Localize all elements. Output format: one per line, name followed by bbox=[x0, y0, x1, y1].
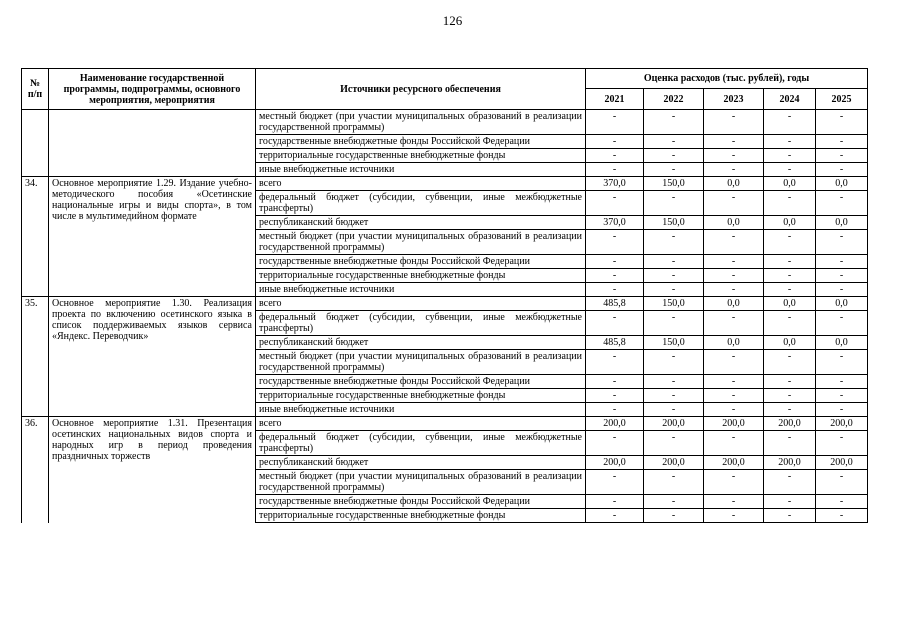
value-cell: - bbox=[816, 350, 868, 375]
value-cell: - bbox=[764, 163, 816, 177]
value-cell: 200,0 bbox=[764, 417, 816, 431]
name-cell bbox=[49, 110, 256, 177]
value-cell: - bbox=[764, 350, 816, 375]
value-cell: - bbox=[816, 311, 868, 336]
source-cell: иные внебюджетные источники bbox=[256, 283, 586, 297]
value-cell: - bbox=[586, 495, 644, 509]
value-cell: - bbox=[586, 283, 644, 297]
value-cell: - bbox=[816, 230, 868, 255]
value-cell: - bbox=[816, 509, 868, 523]
value-cell: 485,8 bbox=[586, 297, 644, 311]
value-cell: - bbox=[816, 110, 868, 135]
source-cell: всего bbox=[256, 297, 586, 311]
activity-number: 35. bbox=[22, 297, 49, 417]
value-cell: - bbox=[816, 403, 868, 417]
value-cell: 0,0 bbox=[764, 297, 816, 311]
value-cell: - bbox=[764, 110, 816, 135]
source-cell: федеральный бюджет (субсидии, субвенции, иные межбюджетные трансферты) bbox=[256, 431, 586, 456]
value-cell: - bbox=[704, 255, 764, 269]
value-cell: 0,0 bbox=[704, 336, 764, 350]
value-cell: 0,0 bbox=[816, 216, 868, 230]
value-cell: - bbox=[644, 255, 704, 269]
header-year: 2021 bbox=[586, 89, 644, 110]
value-cell: - bbox=[704, 403, 764, 417]
value-cell: - bbox=[586, 110, 644, 135]
value-cell: - bbox=[816, 431, 868, 456]
value-cell: 0,0 bbox=[704, 177, 764, 191]
source-cell: всего bbox=[256, 177, 586, 191]
value-cell: - bbox=[586, 135, 644, 149]
value-cell: 0,0 bbox=[816, 297, 868, 311]
value-cell: 200,0 bbox=[644, 417, 704, 431]
activity-name: Основное мероприятие 1.31. Презентация осетинских национальных видов спорта и народных игр в период проведения праздничных торжеств bbox=[49, 417, 256, 523]
header-name: Наименование государственной программы, подпрограммы, основного мероприятия, мероприятия bbox=[49, 69, 256, 110]
source-cell: иные внебюджетные источники bbox=[256, 163, 586, 177]
value-cell: - bbox=[644, 389, 704, 403]
value-cell: - bbox=[816, 470, 868, 495]
value-cell: 200,0 bbox=[816, 417, 868, 431]
header-year: 2022 bbox=[644, 89, 704, 110]
value-cell: - bbox=[704, 269, 764, 283]
table-row bbox=[22, 417, 868, 431]
activity-number: 34. bbox=[22, 177, 49, 297]
value-cell: - bbox=[816, 389, 868, 403]
value-cell: - bbox=[764, 431, 816, 456]
header-sources: Источники ресурсного обеспечения bbox=[256, 69, 586, 110]
value-cell: - bbox=[586, 375, 644, 389]
page-number: 126 bbox=[442, 13, 463, 28]
value-cell: - bbox=[764, 269, 816, 283]
header-year: 2023 bbox=[704, 89, 764, 110]
header-num: № п/п bbox=[22, 69, 49, 110]
source-cell: государственные внебюджетные фонды Российской Федерации bbox=[256, 135, 586, 149]
value-cell: - bbox=[764, 509, 816, 523]
source-cell: федеральный бюджет (субсидии, субвенции, иные межбюджетные трансферты) bbox=[256, 311, 586, 336]
value-cell: - bbox=[816, 191, 868, 216]
num-cell bbox=[22, 110, 49, 177]
value-cell: - bbox=[586, 163, 644, 177]
value-cell: - bbox=[764, 495, 816, 509]
value-cell: 370,0 bbox=[586, 216, 644, 230]
value-cell: - bbox=[644, 403, 704, 417]
value-cell: - bbox=[586, 149, 644, 163]
value-cell: - bbox=[586, 403, 644, 417]
value-cell: - bbox=[704, 311, 764, 336]
value-cell: - bbox=[816, 255, 868, 269]
value-cell: - bbox=[704, 375, 764, 389]
header-year: 2025 bbox=[816, 89, 868, 110]
value-cell: 0,0 bbox=[816, 336, 868, 350]
value-cell: 200,0 bbox=[816, 456, 868, 470]
value-cell: - bbox=[586, 255, 644, 269]
value-cell: - bbox=[704, 230, 764, 255]
value-cell: - bbox=[704, 509, 764, 523]
value-cell: - bbox=[644, 191, 704, 216]
value-cell: - bbox=[704, 149, 764, 163]
value-cell: - bbox=[586, 350, 644, 375]
value-cell: 200,0 bbox=[704, 456, 764, 470]
value-cell: - bbox=[704, 135, 764, 149]
value-cell: - bbox=[644, 163, 704, 177]
value-cell: - bbox=[704, 163, 764, 177]
source-cell: республиканский бюджет bbox=[256, 456, 586, 470]
value-cell: - bbox=[764, 470, 816, 495]
source-cell: республиканский бюджет bbox=[256, 336, 586, 350]
value-cell: - bbox=[644, 283, 704, 297]
value-cell: 370,0 bbox=[586, 177, 644, 191]
value-cell: 150,0 bbox=[644, 216, 704, 230]
table-body bbox=[22, 110, 868, 523]
value-cell: - bbox=[764, 255, 816, 269]
value-cell: - bbox=[644, 269, 704, 283]
value-cell: 200,0 bbox=[586, 417, 644, 431]
value-cell: - bbox=[816, 283, 868, 297]
source-cell: местный бюджет (при участии муниципальных образований в реализации государственной программы) bbox=[256, 230, 586, 255]
value-cell: - bbox=[644, 350, 704, 375]
source-cell: местный бюджет (при участии муниципальных образований в реализации государственной программы) bbox=[256, 110, 586, 135]
value-cell: - bbox=[704, 389, 764, 403]
value-cell: - bbox=[816, 135, 868, 149]
table-row bbox=[22, 110, 868, 135]
value-cell: - bbox=[704, 470, 764, 495]
value-cell: - bbox=[816, 495, 868, 509]
value-cell: - bbox=[704, 431, 764, 456]
activity-name: Основное мероприятие 1.30. Реализация проекта по включению осетинского языка в список поддерживаемых языков сервиса «Яндекс. Переводчик» bbox=[49, 297, 256, 417]
value-cell: 200,0 bbox=[644, 456, 704, 470]
value-cell: - bbox=[764, 311, 816, 336]
value-cell: - bbox=[816, 149, 868, 163]
value-cell: - bbox=[586, 431, 644, 456]
source-cell: государственные внебюджетные фонды Российской Федерации bbox=[256, 495, 586, 509]
table-row bbox=[22, 177, 868, 191]
value-cell: - bbox=[704, 495, 764, 509]
value-cell: - bbox=[764, 403, 816, 417]
value-cell: - bbox=[586, 389, 644, 403]
value-cell: - bbox=[644, 431, 704, 456]
value-cell: - bbox=[644, 470, 704, 495]
value-cell: - bbox=[644, 230, 704, 255]
value-cell: - bbox=[586, 230, 644, 255]
value-cell: - bbox=[644, 311, 704, 336]
value-cell: 150,0 bbox=[644, 297, 704, 311]
value-cell: - bbox=[816, 163, 868, 177]
value-cell: 200,0 bbox=[586, 456, 644, 470]
value-cell: 485,8 bbox=[586, 336, 644, 350]
value-cell: 200,0 bbox=[704, 417, 764, 431]
activity-name: Основное мероприятие 1.29. Издание учебно-методического пособия «Осетинские национальные игры и виды спорта», в том числе в мультимедийном формате bbox=[49, 177, 256, 297]
budget-table bbox=[21, 68, 868, 523]
header-year: 2024 bbox=[764, 89, 816, 110]
source-cell: местный бюджет (при участии муниципальных образований в реализации государственной программы) bbox=[256, 350, 586, 375]
value-cell: - bbox=[704, 110, 764, 135]
source-cell: иные внебюджетные источники bbox=[256, 403, 586, 417]
value-cell: - bbox=[586, 269, 644, 283]
value-cell: - bbox=[764, 191, 816, 216]
value-cell: 0,0 bbox=[704, 297, 764, 311]
value-cell: 150,0 bbox=[644, 336, 704, 350]
source-cell: территориальные государственные внебюджетные фонды bbox=[256, 389, 586, 403]
source-cell: всего bbox=[256, 417, 586, 431]
header-row bbox=[22, 69, 868, 89]
value-cell: 0,0 bbox=[764, 336, 816, 350]
value-cell: - bbox=[586, 191, 644, 216]
value-cell: - bbox=[586, 509, 644, 523]
value-cell: - bbox=[764, 283, 816, 297]
value-cell: - bbox=[764, 149, 816, 163]
source-cell: государственные внебюджетные фонды Российской Федерации bbox=[256, 255, 586, 269]
value-cell: - bbox=[816, 375, 868, 389]
value-cell: 0,0 bbox=[764, 177, 816, 191]
value-cell: - bbox=[644, 509, 704, 523]
source-cell: территориальные государственные внебюджетные фонды bbox=[256, 269, 586, 283]
source-cell: местный бюджет (при участии муниципальных образований в реализации государственной программы) bbox=[256, 470, 586, 495]
value-cell: - bbox=[644, 149, 704, 163]
value-cell: - bbox=[644, 495, 704, 509]
value-cell: - bbox=[644, 375, 704, 389]
source-cell: территориальные государственные внебюджетные фонды bbox=[256, 509, 586, 523]
value-cell: - bbox=[586, 311, 644, 336]
value-cell: - bbox=[704, 350, 764, 375]
value-cell: - bbox=[704, 283, 764, 297]
header-estimate: Оценка расходов (тыс. рублей), годы bbox=[586, 69, 868, 89]
source-cell: государственные внебюджетные фонды Российской Федерации bbox=[256, 375, 586, 389]
value-cell: - bbox=[764, 389, 816, 403]
source-cell: федеральный бюджет (субсидии, субвенции, иные межбюджетные трансферты) bbox=[256, 191, 586, 216]
value-cell: - bbox=[764, 230, 816, 255]
value-cell: - bbox=[816, 269, 868, 283]
value-cell: 150,0 bbox=[644, 177, 704, 191]
value-cell: - bbox=[764, 375, 816, 389]
value-cell: - bbox=[644, 135, 704, 149]
activity-number: 36. bbox=[22, 417, 49, 523]
value-cell: 0,0 bbox=[704, 216, 764, 230]
source-cell: территориальные государственные внебюджетные фонды bbox=[256, 149, 586, 163]
value-cell: - bbox=[586, 470, 644, 495]
table-row bbox=[22, 297, 868, 311]
value-cell: 0,0 bbox=[764, 216, 816, 230]
value-cell: - bbox=[644, 110, 704, 135]
value-cell: 200,0 bbox=[764, 456, 816, 470]
value-cell: - bbox=[764, 135, 816, 149]
value-cell: 0,0 bbox=[816, 177, 868, 191]
value-cell: - bbox=[704, 191, 764, 216]
source-cell: республиканский бюджет bbox=[256, 216, 586, 230]
